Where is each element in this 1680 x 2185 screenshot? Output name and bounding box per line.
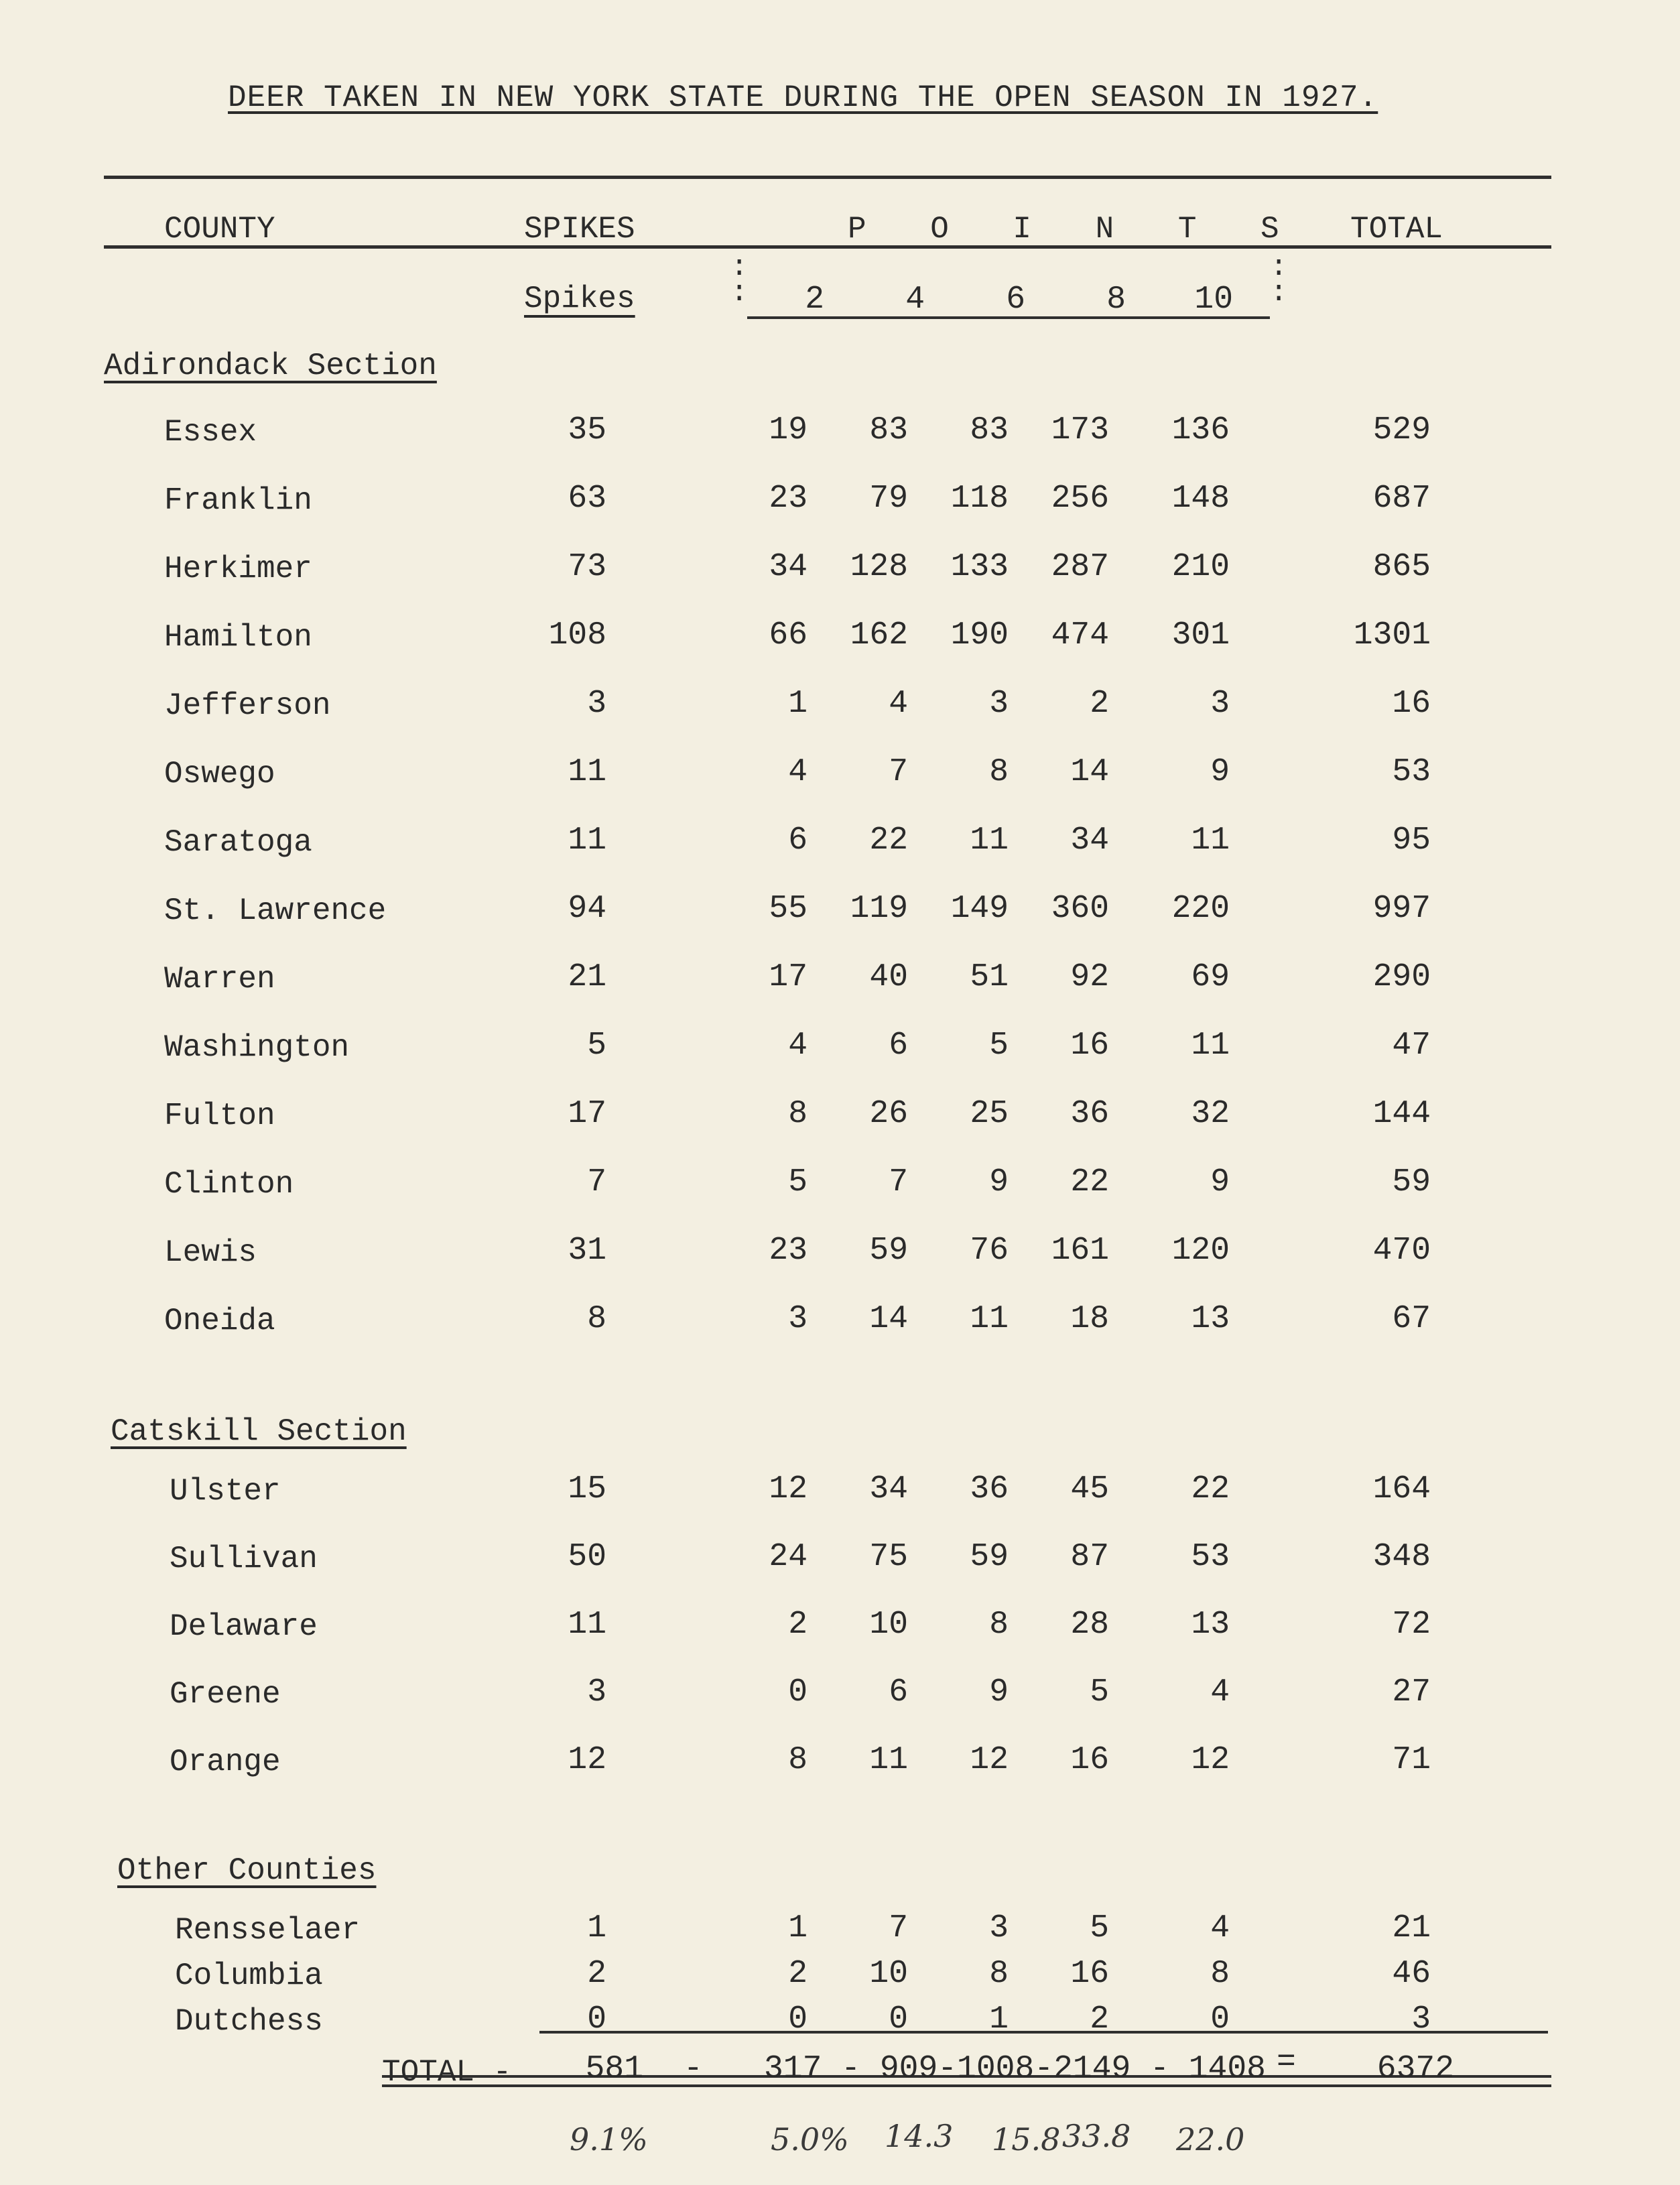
pct-4: 14.3 bbox=[885, 2118, 954, 2154]
cell-p4: 162 bbox=[850, 617, 908, 653]
cell-p4: 14 bbox=[869, 1301, 908, 1337]
cell-p10: 9 bbox=[1210, 754, 1230, 790]
cell-spikes: 7 bbox=[587, 1164, 606, 1200]
cell-p8: 5 bbox=[1090, 1674, 1109, 1710]
cell-total: 290 bbox=[1372, 959, 1431, 995]
cell-p10: 301 bbox=[1171, 617, 1230, 653]
county-name: Herkimer bbox=[164, 552, 312, 586]
cell-p6: 149 bbox=[950, 891, 1009, 927]
cell-p6: 9 bbox=[989, 1674, 1009, 1710]
cell-p2: 23 bbox=[769, 481, 807, 517]
cell-p8: 92 bbox=[1070, 959, 1109, 995]
county-name: Lewis bbox=[164, 1235, 257, 1270]
cell-p4: 75 bbox=[869, 1539, 908, 1575]
cell-total: 67 bbox=[1392, 1301, 1431, 1337]
cell-p2: 1 bbox=[788, 1910, 807, 1946]
cell-p4: 83 bbox=[869, 412, 908, 448]
county-name: Delaware bbox=[170, 1609, 318, 1644]
cell-p6: 133 bbox=[950, 549, 1009, 585]
cell-p4: 119 bbox=[850, 891, 908, 927]
county-name: Greene bbox=[170, 1677, 281, 1712]
cell-p2: 8 bbox=[788, 1096, 807, 1132]
top-rule bbox=[104, 176, 1551, 179]
cell-p8: 18 bbox=[1070, 1301, 1109, 1337]
cell-p6: 3 bbox=[989, 686, 1009, 722]
cell-p4: 22 bbox=[869, 822, 908, 859]
cell-total: 27 bbox=[1392, 1674, 1431, 1710]
cell-p2: 2 bbox=[788, 1956, 807, 1992]
cell-p8: 5 bbox=[1090, 1910, 1109, 1946]
cell-p10: 0 bbox=[1210, 2001, 1230, 2038]
section-heading-other: Other Counties bbox=[117, 1853, 377, 1888]
cell-p4: 79 bbox=[869, 481, 908, 517]
cell-spikes: 3 bbox=[587, 1674, 606, 1710]
cell-p2: 0 bbox=[788, 1674, 807, 1710]
cell-p2: 17 bbox=[769, 959, 807, 995]
cell-p2: 3 bbox=[788, 1301, 807, 1337]
cell-p2: 1 bbox=[788, 686, 807, 722]
cell-p8: 28 bbox=[1070, 1607, 1109, 1643]
cell-p8: 87 bbox=[1070, 1539, 1109, 1575]
points-col-2: 2 bbox=[805, 282, 824, 318]
cell-spikes: 5 bbox=[587, 1027, 606, 1064]
cell-p8: 16 bbox=[1070, 1956, 1109, 1992]
cell-total: 16 bbox=[1392, 686, 1431, 722]
cell-p8: 2 bbox=[1090, 686, 1109, 722]
cell-spikes: 11 bbox=[568, 754, 606, 790]
cell-total: 529 bbox=[1372, 412, 1431, 448]
section-heading-adirondack: Adirondack Section bbox=[104, 349, 437, 383]
cell-p2: 12 bbox=[769, 1471, 807, 1507]
cell-p6: 36 bbox=[970, 1471, 1009, 1507]
cell-spikes: 31 bbox=[568, 1233, 606, 1269]
cell-p10: 12 bbox=[1191, 1742, 1230, 1778]
cell-spikes: 0 bbox=[587, 2001, 606, 2038]
cell-total: 470 bbox=[1372, 1233, 1431, 1269]
totals-equals: = bbox=[1277, 2044, 1296, 2080]
cell-spikes: 3 bbox=[587, 686, 606, 722]
county-name: Oneida bbox=[164, 1304, 275, 1338]
cell-p2: 8 bbox=[788, 1742, 807, 1778]
cell-p4: 128 bbox=[850, 549, 908, 585]
county-name: St. Lawrence bbox=[164, 893, 387, 928]
cell-total: 71 bbox=[1392, 1742, 1431, 1778]
cell-spikes: 21 bbox=[568, 959, 606, 995]
cell-spikes: 15 bbox=[568, 1471, 606, 1507]
county-name: Orange bbox=[170, 1745, 281, 1780]
cell-p2: 0 bbox=[788, 2001, 807, 2038]
cell-p10: 120 bbox=[1171, 1233, 1230, 1269]
cell-p4: 7 bbox=[889, 754, 908, 790]
cell-p4: 10 bbox=[869, 1956, 908, 1992]
subheader-spikes: Spikes bbox=[524, 282, 635, 316]
sum-rule bbox=[539, 2031, 1548, 2034]
cell-p8: 34 bbox=[1070, 822, 1109, 859]
cell-total: 997 bbox=[1372, 891, 1431, 927]
county-name: Clinton bbox=[164, 1167, 294, 1202]
pct-2: 5.0% bbox=[771, 2121, 849, 2158]
cell-p2: 24 bbox=[769, 1539, 807, 1575]
cell-spikes: 17 bbox=[568, 1096, 606, 1132]
totals-label: TOTAL - bbox=[382, 2055, 512, 2090]
cell-p6: 76 bbox=[970, 1233, 1009, 1269]
cell-p10: 3 bbox=[1210, 686, 1230, 722]
cell-p2: 2 bbox=[788, 1607, 807, 1643]
totals-grand: 6372 bbox=[1376, 2051, 1454, 2087]
points-underline bbox=[747, 316, 1270, 319]
cell-spikes: 94 bbox=[568, 891, 606, 927]
cell-total: 3 bbox=[1411, 2001, 1431, 2038]
cell-p6: 1 bbox=[989, 2001, 1009, 2038]
cell-p8: 16 bbox=[1070, 1742, 1109, 1778]
cell-p6: 59 bbox=[970, 1539, 1009, 1575]
right-colon-marks: : : bbox=[1270, 251, 1288, 310]
cell-p6: 9 bbox=[989, 1164, 1009, 1200]
cell-p10: 13 bbox=[1191, 1607, 1230, 1643]
cell-p4: 7 bbox=[889, 1164, 908, 1200]
county-name: Warren bbox=[164, 962, 275, 997]
header-total: TOTAL bbox=[1350, 212, 1443, 247]
cell-p4: 11 bbox=[869, 1742, 908, 1778]
cell-spikes: 1 bbox=[587, 1910, 606, 1946]
cell-total: 348 bbox=[1372, 1539, 1431, 1575]
section-heading-catskill: Catskill Section bbox=[111, 1414, 407, 1449]
cell-spikes: 2 bbox=[587, 1956, 606, 1992]
cell-p4: 0 bbox=[889, 2001, 908, 2038]
county-name: Columbia bbox=[175, 1958, 323, 1993]
cell-p10: 69 bbox=[1191, 959, 1230, 995]
cell-p2: 55 bbox=[769, 891, 807, 927]
county-name: Rensselaer bbox=[175, 1913, 361, 1948]
totals-spikes: 581 bbox=[585, 2051, 643, 2087]
cell-p2: 34 bbox=[769, 549, 807, 585]
cell-spikes: 12 bbox=[568, 1742, 606, 1778]
cell-spikes: 8 bbox=[587, 1301, 606, 1337]
pct-6: 15.8 bbox=[992, 2121, 1061, 2158]
county-name: Oswego bbox=[164, 757, 275, 792]
cell-p8: 173 bbox=[1051, 412, 1109, 448]
cell-total: 865 bbox=[1372, 549, 1431, 585]
cell-total: 47 bbox=[1392, 1027, 1431, 1064]
cell-total: 687 bbox=[1372, 481, 1431, 517]
cell-spikes: 73 bbox=[568, 549, 606, 585]
cell-p10: 136 bbox=[1171, 412, 1230, 448]
county-name: Hamilton bbox=[164, 620, 312, 655]
cell-p2: 19 bbox=[769, 412, 807, 448]
cell-p4: 10 bbox=[869, 1607, 908, 1643]
points-col-10: 10 bbox=[1194, 282, 1233, 318]
cell-spikes: 11 bbox=[568, 822, 606, 859]
cell-p6: 8 bbox=[989, 1956, 1009, 1992]
cell-total: 21 bbox=[1392, 1910, 1431, 1946]
cell-p10: 9 bbox=[1210, 1164, 1230, 1200]
points-col-8: 8 bbox=[1106, 282, 1126, 318]
cell-p4: 26 bbox=[869, 1096, 908, 1132]
cell-p6: 190 bbox=[950, 617, 1009, 653]
county-name: Jefferson bbox=[164, 688, 331, 723]
cell-p2: 23 bbox=[769, 1233, 807, 1269]
cell-p10: 210 bbox=[1171, 549, 1230, 585]
county-name: Ulster bbox=[170, 1474, 281, 1509]
cell-p10: 32 bbox=[1191, 1096, 1230, 1132]
cell-p2: 6 bbox=[788, 822, 807, 859]
cell-p8: 45 bbox=[1070, 1471, 1109, 1507]
cell-p6: 83 bbox=[970, 412, 1009, 448]
cell-total: 53 bbox=[1392, 754, 1431, 790]
cell-p10: 8 bbox=[1210, 1956, 1230, 1992]
pct-spikes: 9.1% bbox=[570, 2121, 648, 2158]
cell-p6: 12 bbox=[970, 1742, 1009, 1778]
header-county: COUNTY bbox=[164, 212, 275, 247]
cell-p4: 59 bbox=[869, 1233, 908, 1269]
cell-p4: 34 bbox=[869, 1471, 908, 1507]
cell-p6: 3 bbox=[989, 1910, 1009, 1946]
totals-points-line: 317 - 909-1008-2149 - 1408 bbox=[764, 2051, 1266, 2087]
county-name: Dutchess bbox=[175, 2004, 323, 2039]
cell-p10: 148 bbox=[1171, 481, 1230, 517]
county-name: Saratoga bbox=[164, 825, 312, 860]
totals-dash: - bbox=[684, 2051, 703, 2087]
cell-p8: 474 bbox=[1051, 617, 1109, 653]
county-name: Essex bbox=[164, 415, 257, 450]
cell-total: 1301 bbox=[1353, 617, 1431, 653]
cell-p8: 14 bbox=[1070, 754, 1109, 790]
cell-p4: 6 bbox=[889, 1027, 908, 1064]
cell-p8: 360 bbox=[1051, 891, 1109, 927]
header-points: P O I N T S bbox=[848, 212, 1302, 247]
cell-p6: 8 bbox=[989, 1607, 1009, 1643]
cell-spikes: 50 bbox=[568, 1539, 606, 1575]
cell-p10: 11 bbox=[1191, 1027, 1230, 1064]
cell-p10: 53 bbox=[1191, 1539, 1230, 1575]
cell-p4: 4 bbox=[889, 686, 908, 722]
cell-total: 72 bbox=[1392, 1607, 1431, 1643]
county-name: Franklin bbox=[164, 483, 312, 518]
cell-p6: 8 bbox=[989, 754, 1009, 790]
cell-spikes: 63 bbox=[568, 481, 606, 517]
cell-p6: 5 bbox=[989, 1027, 1009, 1064]
points-col-4: 4 bbox=[905, 282, 925, 318]
cell-p10: 13 bbox=[1191, 1301, 1230, 1337]
cell-p10: 220 bbox=[1171, 891, 1230, 927]
cell-p10: 11 bbox=[1191, 822, 1230, 859]
cell-p6: 118 bbox=[950, 481, 1009, 517]
cell-p2: 4 bbox=[788, 1027, 807, 1064]
county-name: Fulton bbox=[164, 1099, 275, 1133]
cell-spikes: 11 bbox=[568, 1607, 606, 1643]
cell-p6: 25 bbox=[970, 1096, 1009, 1132]
document-title: DEER TAKEN IN NEW YORK STATE DURING THE OPEN SEASON IN 1927. bbox=[228, 80, 1378, 115]
cell-p4: 7 bbox=[889, 1910, 908, 1946]
cell-p6: 51 bbox=[970, 959, 1009, 995]
cell-spikes: 35 bbox=[568, 412, 606, 448]
county-name: Washington bbox=[164, 1030, 350, 1065]
cell-p8: 2 bbox=[1090, 2001, 1109, 2038]
pct-8: 33.8 bbox=[1062, 2118, 1131, 2154]
header-rule bbox=[104, 245, 1551, 249]
cell-total: 144 bbox=[1372, 1096, 1431, 1132]
county-name: Sullivan bbox=[170, 1542, 318, 1576]
cell-p10: 4 bbox=[1210, 1910, 1230, 1946]
cell-p8: 36 bbox=[1070, 1096, 1109, 1132]
header-spikes: SPIKES bbox=[524, 212, 635, 247]
cell-total: 59 bbox=[1392, 1164, 1431, 1200]
left-colon-marks: : : bbox=[730, 251, 749, 310]
cell-total: 164 bbox=[1372, 1471, 1431, 1507]
cell-p8: 16 bbox=[1070, 1027, 1109, 1064]
cell-p2: 66 bbox=[769, 617, 807, 653]
cell-p4: 6 bbox=[889, 1674, 908, 1710]
cell-p4: 40 bbox=[869, 959, 908, 995]
cell-p2: 4 bbox=[788, 754, 807, 790]
points-col-6: 6 bbox=[1006, 282, 1025, 318]
cell-total: 46 bbox=[1392, 1956, 1431, 1992]
cell-p8: 161 bbox=[1051, 1233, 1109, 1269]
pct-10: 22.0 bbox=[1176, 2121, 1245, 2158]
cell-p6: 11 bbox=[970, 1301, 1009, 1337]
cell-p10: 4 bbox=[1210, 1674, 1230, 1710]
cell-spikes: 108 bbox=[548, 617, 606, 653]
cell-p8: 22 bbox=[1070, 1164, 1109, 1200]
cell-p10: 22 bbox=[1191, 1471, 1230, 1507]
cell-p8: 256 bbox=[1051, 481, 1109, 517]
cell-p2: 5 bbox=[788, 1164, 807, 1200]
cell-p8: 287 bbox=[1051, 549, 1109, 585]
cell-total: 95 bbox=[1392, 822, 1431, 859]
cell-p6: 11 bbox=[970, 822, 1009, 859]
